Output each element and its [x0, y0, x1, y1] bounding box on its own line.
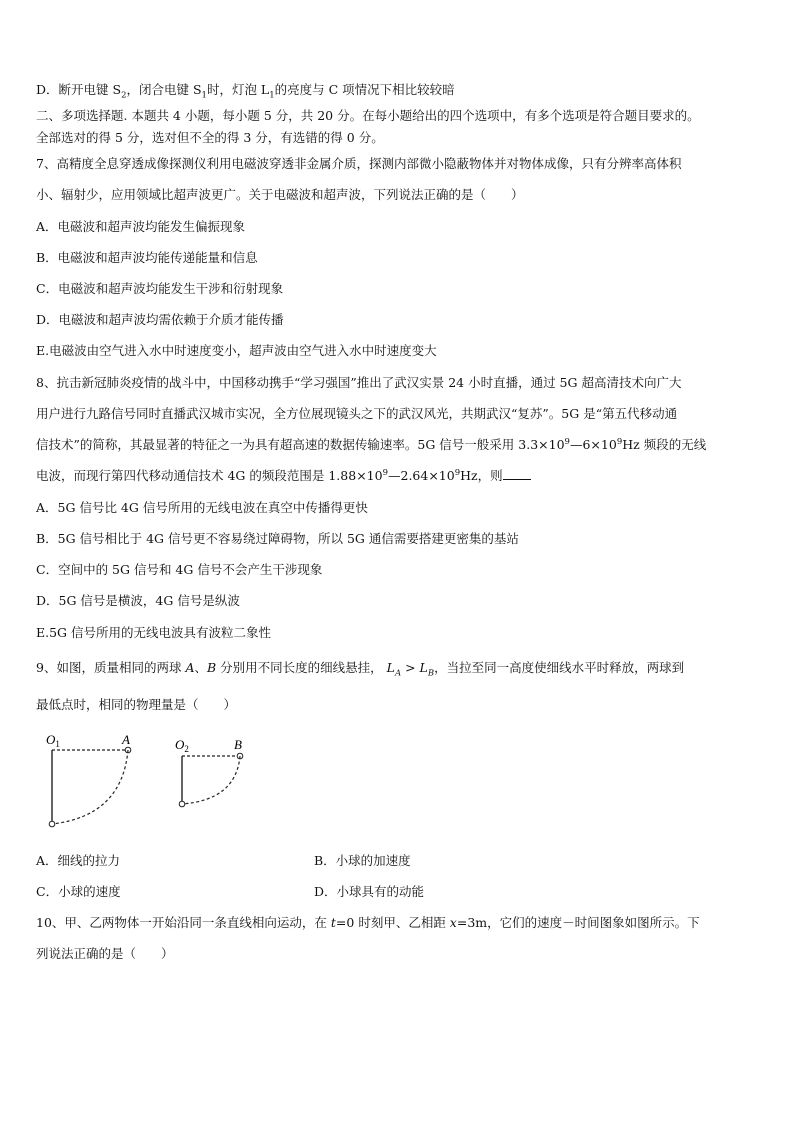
q8-option-a: A．5G 信号比 4G 信号所用的无线电波在真空中传播得更快 [36, 500, 368, 515]
var-B: B [206, 660, 217, 675]
text: 、 [194, 660, 207, 675]
text: 的亮度与 C 项情况下相比较较暗 [274, 82, 455, 97]
subscript: B [427, 668, 435, 679]
q7-stem-line1: 7、高精度全息穿透成像探测仪利用电磁波穿透非金属介质，探测内部微小隐蔽物体并对物体成像，只有分辨率高体积 [36, 156, 682, 171]
q7-stem-line2: 小、辐射少，应用领域比超声波更广。关于电磁波和超声波，下列说法正确的是（ ） [36, 187, 524, 202]
superscript: 9 [382, 467, 388, 478]
subscript: 1 [201, 90, 207, 101]
text: —6×10 [569, 437, 617, 452]
q9-stem-line2: 最低点时，相同的物理量是（ ） [36, 697, 237, 712]
text: D．断开电键 S [36, 82, 122, 97]
q8-option-e: E.5G 信号所用的无线电波具有波粒二象性 [36, 625, 272, 640]
label-O2: $O_2$ [175, 737, 189, 754]
q8-stem-line4 [36, 468, 531, 484]
text: 10、甲、乙两物体一开始沿同一条直线相向运动，在 [36, 915, 331, 930]
q9-option-a: A．细线的拉力 [36, 853, 121, 868]
greater-than: > [401, 660, 420, 675]
subscript: 1 [269, 90, 275, 101]
text: 分别用不同长度的细线悬挂， [216, 660, 383, 675]
q8-option-c: C．空间中的 5G 信号和 4G 信号不会产生干涉现象 [36, 562, 323, 577]
var-L: L [386, 660, 395, 675]
q9-option-c: C．小球的速度 [36, 884, 121, 899]
q8-option-b: B．5G 信号相比于 4G 信号更不容易绕过障碍物，所以 5G 通信需要搭建更密集的基站 [36, 531, 519, 546]
q6-option-d [36, 82, 455, 101]
superscript: 9 [616, 436, 623, 447]
superscript: 9 [454, 467, 461, 478]
q7-option-e: E.电磁波由空气进入水中时速度变小，超声波由空气进入水中时速度变大 [36, 343, 437, 358]
q10-stem-line2: 列说法正确的是（ ） [36, 946, 174, 961]
q7-option-c: C．电磁波和超声波均能发生干涉和衍射现象 [36, 281, 284, 296]
q7-option-b: B．电磁波和超声波均能传递能量和信息 [36, 250, 258, 265]
text: Hz，则 [460, 468, 503, 483]
q8-stem-line3 [36, 437, 706, 453]
q9-option-d: D．小球具有的动能 [314, 884, 425, 899]
q8-stem-line2: 用户进行九路信号同时直播武汉城市实况，全方位展现镜头之下的武汉风光，共期武汉“复苏”。5G 是“第五代移动通 [36, 406, 678, 421]
superscript: 9 [564, 436, 570, 447]
ball-B-bottom [179, 801, 185, 807]
text: —2.64×10 [388, 468, 455, 483]
q7-option-a: A．电磁波和超声波均能发生偏振现象 [36, 219, 246, 234]
section2-instructions-line1: 二、多项选择题. 本题共 4 小题，每小题 5 分，共 20 分。在每小题给出的四个选项中，有多个选项是符合题目要求的。 [36, 108, 700, 123]
ball-A-bottom [49, 821, 55, 827]
q10-stem-line1 [36, 915, 700, 931]
answer-blank[interactable] [503, 468, 531, 480]
label-A: A [122, 732, 130, 747]
subscript: A [394, 668, 402, 679]
var-L: L [419, 660, 428, 675]
var-t: t [330, 915, 336, 930]
text: 电波，而现行第四代移动通信技术 4G 的频段范围是 1.88×10 [36, 468, 383, 483]
q7-option-d: D．电磁波和超声波均需依赖于介质才能传播 [36, 312, 284, 327]
q9-stem-line1 [36, 660, 685, 679]
var-A: A [185, 660, 195, 675]
label-B: B [234, 737, 242, 752]
q8-option-d: D．5G 信号是横波，4G 信号是纵波 [36, 593, 240, 608]
pendulum-figure [36, 730, 276, 830]
text: Hz 频段的无线 [622, 437, 707, 452]
arc-path-B [182, 756, 240, 804]
section2-instructions-line2: 全部选对的得 5 分，选对但不全的得 3 分，有选错的得 0 分。 [36, 130, 384, 145]
label-O1: $O_1$ [46, 732, 60, 749]
text: 时，灯泡 L [206, 82, 270, 97]
q9-option-b: B．小球的加速度 [314, 853, 411, 868]
text: =0 时刻甲、乙相距 [335, 915, 450, 930]
arc-path-A [52, 750, 128, 824]
text: ，闭合电键 S [126, 82, 202, 97]
subscript: 2 [121, 90, 127, 101]
text: 信技术”的简称，其最显著的特征之一为具有超高速的数据传输速率。5G 信号一般采用 3.3×10 [36, 437, 565, 452]
q8-stem-line1: 8、抗击新冠肺炎疫情的战斗中，中国移动携手“学习强国”推出了武汉实景 24 小时直播，通过 5G 超高清技术向广大 [36, 375, 682, 390]
text: 9、如图，质量相同的两球 [36, 660, 186, 675]
text: =3m，它们的速度－时间图象如图所示。下 [456, 915, 700, 930]
var-x: x [449, 915, 457, 930]
text: ，当拉至同一高度使细线水平时释放，两球到 [434, 660, 685, 675]
